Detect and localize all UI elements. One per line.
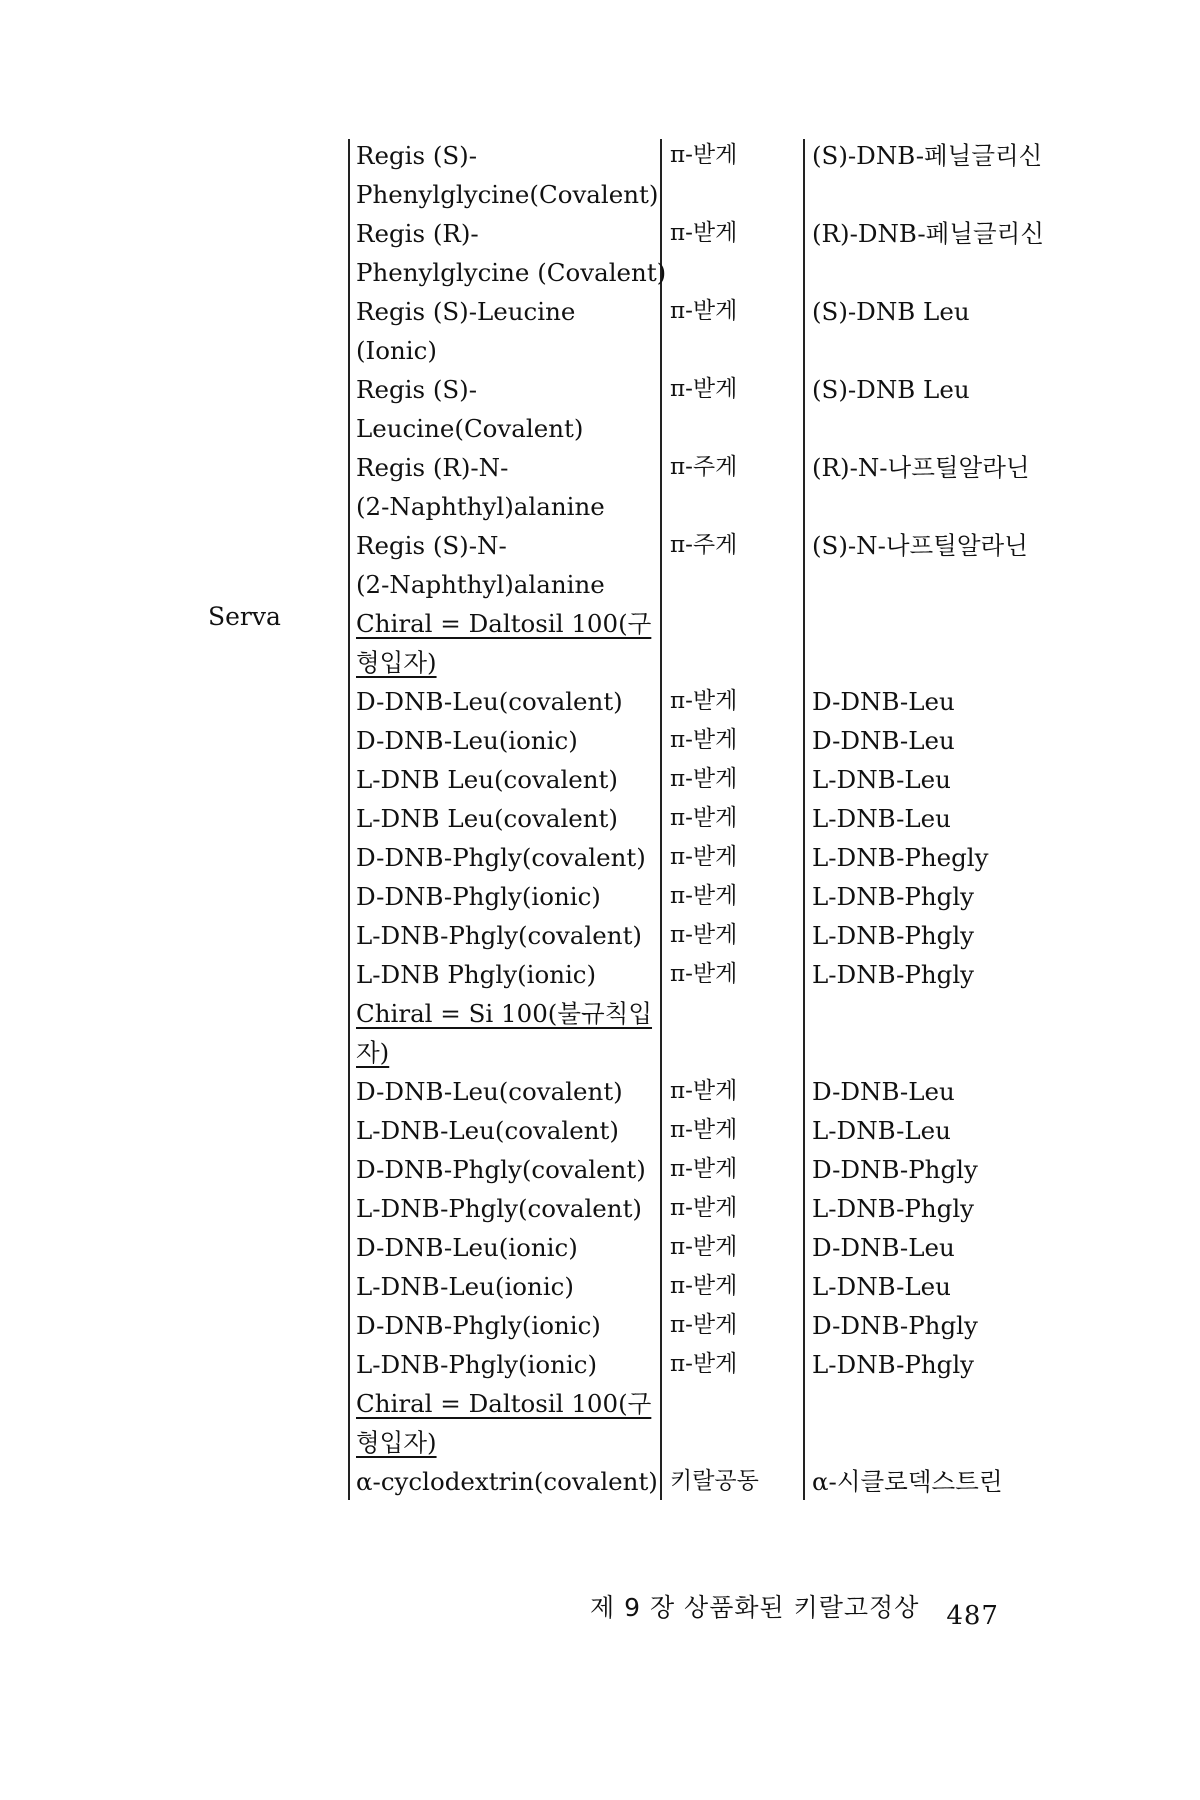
section-title-line1: Chiral = Daltosil 100(구	[356, 1389, 652, 1418]
column-name-line2: (2-Naphthyl)alanine	[356, 570, 605, 599]
mechanism: π-받게	[670, 766, 738, 792]
column-rule-1	[348, 139, 350, 1500]
section-title-line1: Chiral = Si 100(불규칙입	[356, 999, 653, 1028]
selector: (S)-N-나프틸알라닌	[812, 531, 1028, 560]
column-name: D-DNB-Leu(ionic)	[356, 1233, 578, 1262]
selector: (S)-DNB Leu	[812, 375, 970, 404]
selector: D-DNB-Leu	[812, 687, 955, 716]
column-name-line2: (Ionic)	[356, 336, 437, 365]
mechanism: π-받게	[670, 1156, 738, 1182]
table-row	[356, 838, 1116, 877]
table-row	[356, 370, 1116, 448]
column-name: L-DNB-Phgly(covalent)	[356, 1194, 642, 1223]
column-name-line2: Phenylglycine(Covalent)	[356, 180, 659, 209]
column-name: D-DNB-Leu(covalent)	[356, 1077, 623, 1106]
mechanism: π-받게	[670, 805, 738, 831]
column-name: D-DNB-Leu(ionic)	[356, 726, 578, 755]
column-name-line2: (2-Naphthyl)alanine	[356, 492, 605, 521]
table-row	[356, 682, 1116, 721]
mechanism: π-받게	[670, 688, 738, 714]
table-row	[356, 292, 1116, 370]
column-name: D-DNB-Phgly(covalent)	[356, 1155, 646, 1184]
selector: L-DNB-Leu	[812, 1116, 951, 1145]
mechanism: π-받게	[670, 376, 738, 402]
table-row	[356, 799, 1116, 838]
column-name: L-DNB-Phgly(ionic)	[356, 1350, 598, 1379]
mechanism: π-받게	[670, 922, 738, 948]
table-row	[356, 1111, 1116, 1150]
section-header	[356, 994, 1116, 1072]
table-row	[356, 760, 1116, 799]
table-row	[356, 916, 1116, 955]
mechanism: π-받게	[670, 142, 738, 168]
table-row	[356, 136, 1116, 214]
column-name: L-DNB Leu(covalent)	[356, 804, 618, 833]
page-number: 487	[946, 1601, 999, 1631]
selector: D-DNB-Phgly	[812, 1311, 978, 1340]
mechanism: π-받게	[670, 883, 738, 909]
selector: (R)-DNB-페닐글리신	[812, 219, 1044, 248]
selector: L-DNB-Phgly	[812, 921, 974, 950]
selector: (R)-N-나프틸알라닌	[812, 453, 1030, 482]
section-title-line2: 자)	[356, 1038, 390, 1067]
selector: D-DNB-Leu	[812, 1233, 955, 1262]
column-name: L-DNB-Leu(ionic)	[356, 1272, 574, 1301]
column-name: D-DNB-Leu(covalent)	[356, 687, 623, 716]
column-name-line2: Phenylglycine (Covalent)	[356, 258, 667, 287]
mechanism: π-받게	[670, 1078, 738, 1104]
selector: (S)-DNB-페닐글리신	[812, 141, 1043, 170]
section-title-line1: Chiral = Daltosil 100(구	[356, 609, 652, 638]
selector: L-DNB-Leu	[812, 1272, 951, 1301]
mechanism: π-주게	[670, 532, 738, 558]
mechanism: π-받게	[670, 727, 738, 753]
column-name: L-DNB-Phgly(covalent)	[356, 921, 642, 950]
column-name-line2: Leucine(Covalent)	[356, 414, 584, 443]
mechanism: π-받게	[670, 1195, 738, 1221]
column-name-line1: Regis (S)-Leucine	[356, 297, 576, 326]
section-title-line2: 형입자)	[356, 648, 437, 677]
table-row	[356, 877, 1116, 916]
table-row	[356, 1462, 1116, 1501]
table-row	[356, 448, 1116, 526]
page-footer	[590, 1588, 999, 1631]
selector: (S)-DNB Leu	[812, 297, 970, 326]
selector: D-DNB-Phgly	[812, 1155, 978, 1184]
column-name: L-DNB Phgly(ionic)	[356, 960, 597, 989]
table-row	[356, 1189, 1116, 1228]
selector: L-DNB-Leu	[812, 765, 951, 794]
table-row	[356, 214, 1116, 292]
column-name: L-DNB Leu(covalent)	[356, 765, 618, 794]
column-name-line1: Regis (R)-	[356, 219, 479, 248]
table-row	[356, 1306, 1116, 1345]
mechanism: π-받게	[670, 220, 738, 246]
column-name: D-DNB-Phgly(covalent)	[356, 843, 646, 872]
table-row	[356, 526, 1116, 604]
selector: D-DNB-Leu	[812, 726, 955, 755]
table-row	[356, 1267, 1116, 1306]
table-row	[356, 721, 1116, 760]
mechanism: π-받게	[670, 1273, 738, 1299]
column-name-line1: Regis (S)-	[356, 375, 478, 404]
table-row	[356, 1072, 1116, 1111]
table-row	[356, 1345, 1116, 1384]
column-name: D-DNB-Phgly(ionic)	[356, 1311, 601, 1340]
mechanism: π-받게	[670, 1312, 738, 1338]
selector: L-DNB-Phgly	[812, 960, 974, 989]
mechanism: π-받게	[670, 961, 738, 987]
column-name: α-cyclodextrin(covalent)	[356, 1467, 658, 1496]
selector: L-DNB-Phgly	[812, 1194, 974, 1223]
selector: L-DNB-Phegly	[812, 843, 989, 872]
selector: L-DNB-Leu	[812, 804, 951, 833]
section-header	[356, 604, 1116, 682]
mechanism: π-받게	[670, 1351, 738, 1377]
mechanism: π-받게	[670, 298, 738, 324]
column-name-line1: Regis (S)-	[356, 141, 478, 170]
mechanism: π-받게	[670, 1117, 738, 1143]
table-row	[356, 1228, 1116, 1267]
mechanism: 키랄공동	[670, 1468, 759, 1494]
table-row	[356, 1150, 1116, 1189]
vendor-label: Serva	[208, 602, 281, 631]
selector: L-DNB-Phgly	[812, 882, 974, 911]
selector: L-DNB-Phgly	[812, 1350, 974, 1379]
section-header	[356, 1384, 1116, 1462]
selector: α-시클로덱스트린	[812, 1467, 1003, 1496]
mechanism: π-받게	[670, 1234, 738, 1260]
mechanism: π-주게	[670, 454, 738, 480]
chapter-title: 제 9 장 상품화된 키랄고정상	[590, 1593, 920, 1622]
section-title-line2: 형입자)	[356, 1428, 437, 1457]
column-name: D-DNB-Phgly(ionic)	[356, 882, 601, 911]
column-name-line1: Regis (R)-N-	[356, 453, 509, 482]
column-name: L-DNB-Leu(covalent)	[356, 1116, 619, 1145]
table-row	[356, 955, 1116, 994]
column-name-line1: Regis (S)-N-	[356, 531, 507, 560]
selector: D-DNB-Leu	[812, 1077, 955, 1106]
mechanism: π-받게	[670, 844, 738, 870]
